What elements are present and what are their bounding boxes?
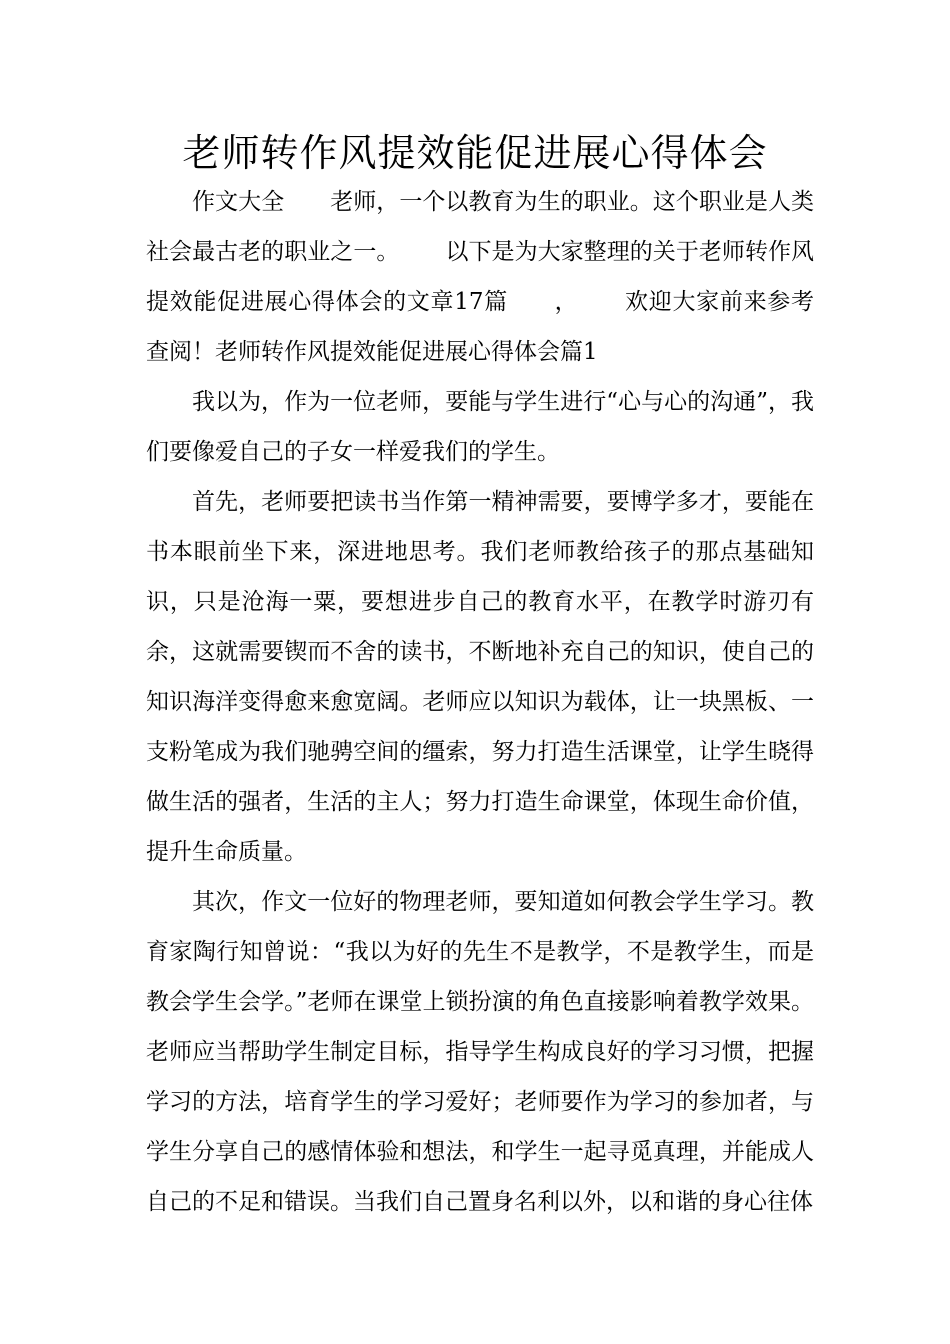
intro-paragraph <box>146 177 814 377</box>
intro-text-3: 欢迎大家前来参考查阅！老师转作风提效能促进展心得体会篇1 <box>146 289 814 365</box>
body-paragraph-1: 我以为，作为一位老师，要能与学生进行“心与心的沟通”，我们要像爱自己的子女一样爱我们的学生。 <box>146 389 814 465</box>
body-paragraph-2: 首先，老师要把读书当作第一精神需要，要博学多才，要能在书本眼前坐下来，深进地思考。我们老师教给孩子的那点基础知识，只是沧海一粟，要想进步自己的教育水平，在教学时游刃有余，这就需要锲而不舍的读书，不断地补充自己的知识，使自己的知识海洋变得愈来愈宽阔。老师应以知识为载体，让一块黑板、一支粉笔成为我们驰骋空间的缰索，努力打造生活课堂，让学生晓得做生活的强者，生活的主人；努力打造生命课堂，体现生命价值，提升生命质量。 <box>146 489 814 865</box>
document-title: 老师转作风提效能促进展心得体会 <box>182 131 768 175</box>
body-paragraph-3: 其次，作文一位好的物理老师，要知道如何教会学生学习。教育家陶行知曾说：“我以为好的先生不是教学，不是教学生，而是教会学生会学。”老师在课堂上锁扮演的角色直接影响着教学效果。老师应当帮助学生制定目标，指导学生构成良好的学习习惯，把握学习的方法，培育学生的学习爱好；老师要作为学习的参加者，与学生分享自己的感情体验和想法，和学生一起寻觅真理，并能成人自己的不足和错误。当我们自己置身名利以外，以和谐的身心往体 <box>146 889 814 1215</box>
intro-comma: ， <box>553 289 579 315</box>
document-body <box>146 177 814 1227</box>
intro-text-1: 老师，一个以教育为生的职业。这个职业是人类社会最古老的职业之一。 <box>146 189 815 265</box>
intro-text-2: 以下是为大家整理的关于老师转作风提效能促进展心得体会的文章17篇 <box>146 239 815 315</box>
intro-label: 作文大全 <box>192 189 285 215</box>
